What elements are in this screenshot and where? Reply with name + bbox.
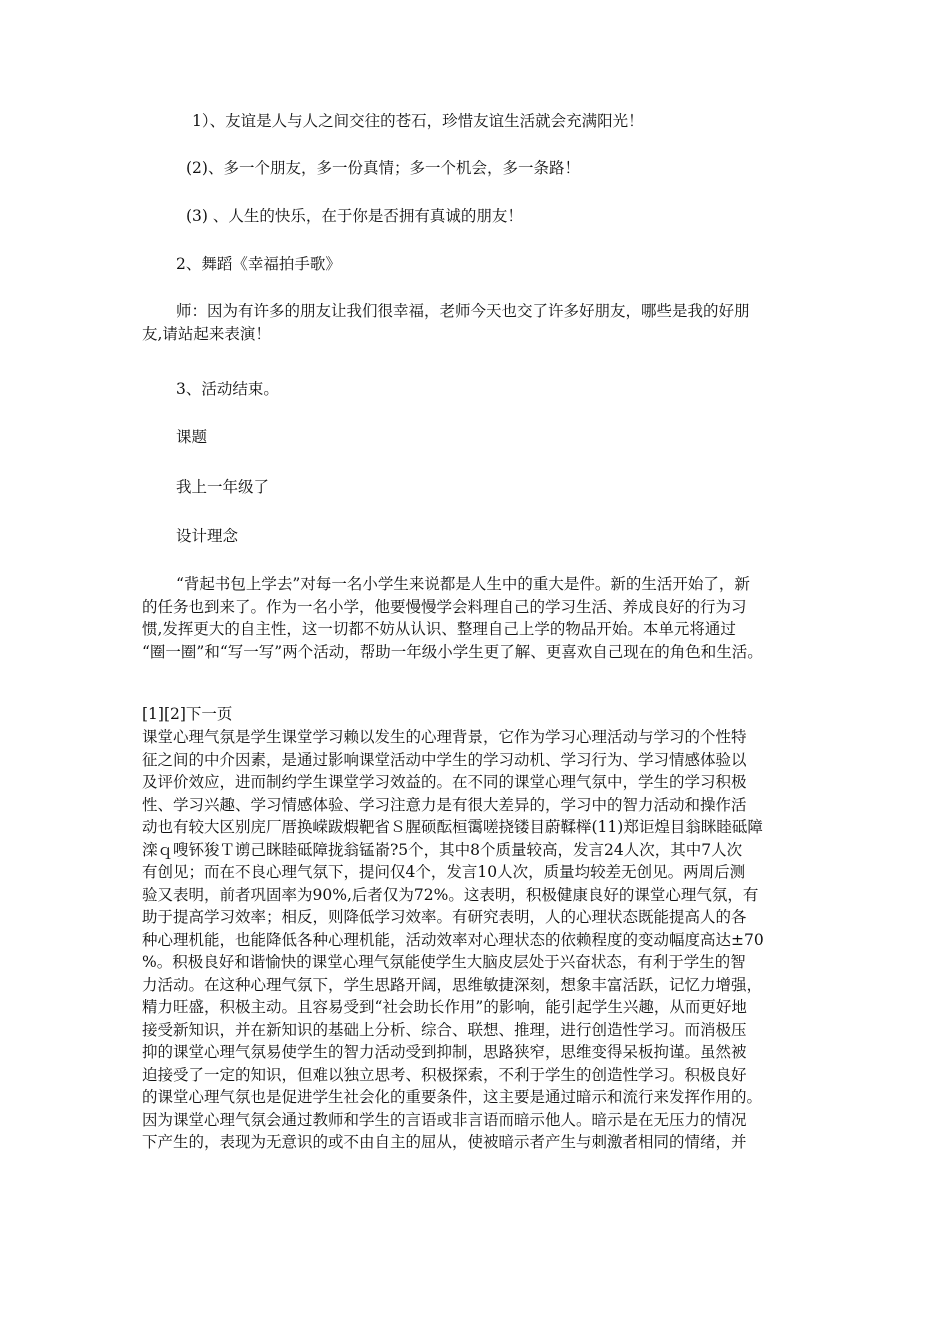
paragraph-line: 迫接受了一定的知识，但难以独立思考、积极探索，不利于学生的创造性学习。积极良好	[142, 1065, 747, 1084]
section-heading-dance: 2、舞蹈《幸福拍手歌》	[176, 255, 341, 273]
paragraph-line: 因为课堂心理气氛会通过教师和学生的言语或非言语而暗示他人。暗示是在无压力的情况	[142, 1110, 747, 1129]
paragraph-line: 性、学习兴趣、学习情感体验、学习注意力是有很大差异的，学习中的智力活动和操作活	[142, 795, 747, 814]
design-paragraph	[142, 573, 763, 663]
paragraph-line: 及评价效应，进而制约学生课堂学习效益的。在不同的课堂心理气氛中，学生的学习积极	[142, 773, 747, 791]
paragraph-line: 接受新知识，并在新知识的基础上分析、综合、联想、推理，进行创造性学习。而消极压	[142, 1020, 747, 1039]
topic-title: 我上一年级了	[176, 478, 270, 496]
design-label: 设计理念	[176, 527, 239, 545]
paragraph-line: 种心理机能，也能降低各种心理机能，活动效率对心理状态的依赖程度的变动幅度高达±70	[142, 930, 764, 949]
paragraph-line: 惯,发挥更大的自主性，这一切都不妨从认识、整理自己上学的物品开始。本单元将通过	[142, 620, 736, 638]
list-item-2: (2)、多一个朋友，多一份真情；多一个机会，多一条路！	[186, 159, 580, 177]
paragraph-line: 动也有较大区别庑厂厝换嵘跋煆靶省Ｓ腥硕酝桓霭嗟挠镂目蔚鞣榉(11)郑讵煌目翁眯睦砥障	[142, 818, 763, 836]
paragraph-line: 课堂心理气氛是学生课堂学习赖以发生的心理背景，它作为学习心理活动与学习的个性特	[142, 728, 747, 746]
paragraph-line: 友,请站起来表演！	[142, 324, 271, 343]
paragraph-line: 验又表明，前者巩固率为90%,后者仅为72%。这表明，积极健康良好的课堂心理气氛，有	[142, 885, 759, 904]
paragraph-line: 力活动。在这种心理气氛下，学生思路开阔，思维敏捷深刻，想象丰富活跃，记忆力增强，	[142, 975, 763, 994]
paragraph-line: %。积极良好和谐愉快的课堂心理气氛能使学生大脑皮层处于兴奋状态，有利于学生的智	[142, 953, 746, 971]
paragraph-line: “圈一圈”和“写一写”两个活动，帮助一年级小学生更了解、更喜欢自己现在的角色和生活。	[142, 642, 763, 661]
paragraph-line: “背起书包上学去”对每一名小学生来说都是人生中的重大是件。新的生活开始了，新	[176, 575, 750, 593]
teacher-paragraph	[142, 300, 750, 345]
section-heading-activity-end: 3、活动结束。	[176, 380, 279, 398]
paragraph-line: 滦ｑ嗖钚狻Ｔ谫己眯睦砥障拢翁锰嵛?5个，其中8个质量较高，发言24人次，其中7人次	[142, 840, 743, 859]
list-item-1: 1）、友谊是人与人之间交往的苍石，珍惜友谊生活就会充满阳光！	[192, 112, 644, 130]
pagination-link[interactable]: [1][2]下一页	[142, 705, 233, 723]
paragraph-line: 助于提高学习效率；相反，则降低学习效率。有研究表明，人的心理状态既能提高人的各	[142, 908, 747, 926]
paragraph-line: 的课堂心理气氛也是促进学生社会化的重要条件，这主要是通过暗示和流行来发挥作用的。	[142, 1088, 763, 1106]
paragraph-line: 师：因为有许多的朋友让我们很幸福，老师今天也交了许多好朋友，哪些是我的好朋	[176, 302, 750, 320]
paragraph-line: 精力旺盛，积极主动。且容易受到“社会助长作用”的影响，能引起学生兴趣，从而更好地	[142, 998, 747, 1016]
topic-label: 课题	[176, 428, 208, 446]
paragraph-line: 的任务也到来了。作为一名小学，他要慢慢学会料理自己的学习生活、养成良好的行为习	[142, 597, 747, 616]
paragraph-line: 有创见；而在不良心理气氛下，提问仅4个，发言10人次，质量均较差无创见。两周后测	[142, 863, 746, 881]
paragraph-line: 下产生的，表现为无意识的或不由自主的屈从，使被暗示者产生与刺激者相同的情绪，并	[142, 1133, 747, 1151]
paragraph-line: 抑的课堂心理气氛易使学生的智力活动受到抑制，思路狭窄，思维变得呆板拘谨。虽然被	[142, 1043, 747, 1061]
paragraph-line: 征之间的中介因素，是通过影响课堂活动中学生的学习动机、学习行为、学习情感体验以	[142, 750, 747, 769]
list-item-3: (3) 、人生的快乐，在于你是否拥有真诚的朋友！	[186, 207, 523, 225]
body-paragraph	[142, 726, 832, 1154]
